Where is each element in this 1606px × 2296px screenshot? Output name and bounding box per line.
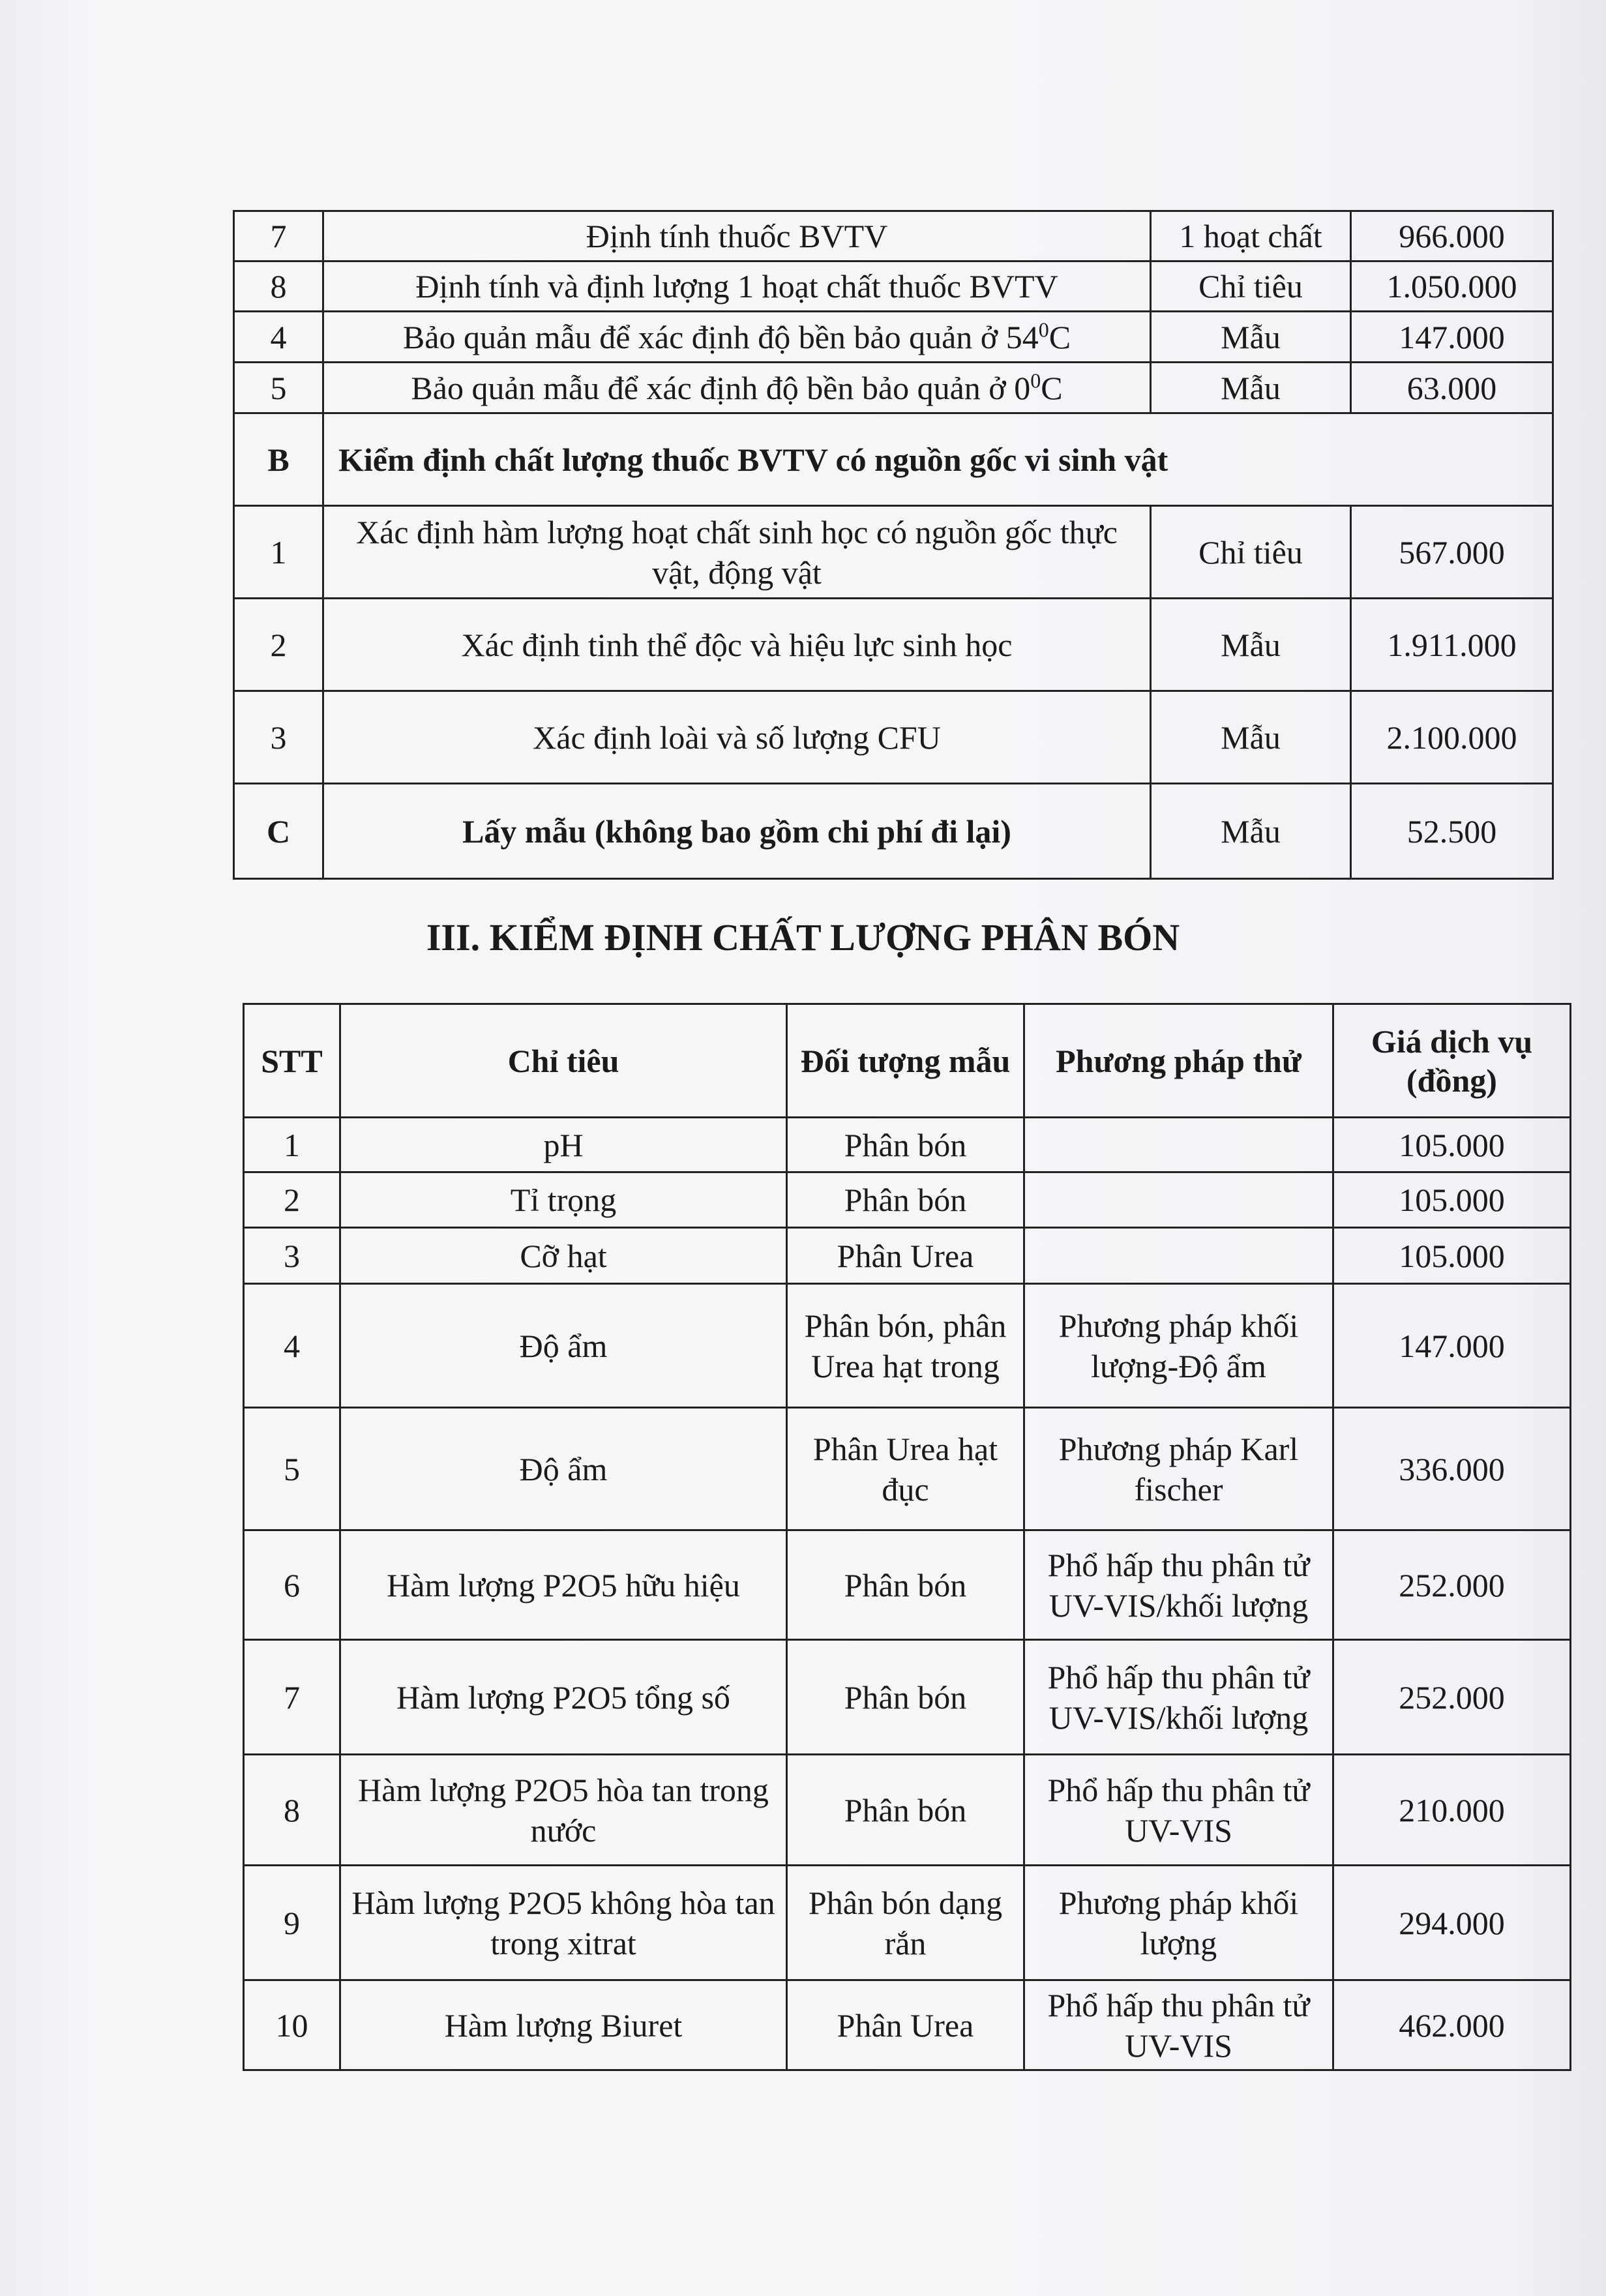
row-stt: 7 — [234, 211, 323, 261]
row-stt: 2 — [244, 1172, 340, 1228]
row-method: Phổ hấp thu phân tử UV-VIS — [1024, 1755, 1333, 1866]
row-indicator: Hàm lượng Biuret — [340, 1980, 787, 2070]
row-sample: Phân Urea — [787, 1980, 1024, 2070]
row-sample: Phân bón — [787, 1172, 1024, 1228]
degree-superscript: 0 — [1030, 368, 1041, 392]
section-code: B — [234, 413, 323, 506]
table-row — [244, 1980, 1571, 2070]
row-sample: Phân Urea — [787, 1228, 1024, 1284]
table-row — [234, 599, 1553, 691]
row-price: 105.000 — [1333, 1118, 1571, 1172]
row-method: Phương pháp Karl fischer — [1024, 1408, 1333, 1530]
content-unit: C — [1041, 369, 1063, 406]
table-row — [234, 312, 1553, 363]
row-price: 294.000 — [1333, 1866, 1571, 1980]
row-sample: Phân bón — [787, 1755, 1024, 1866]
row-stt: 2 — [234, 599, 323, 691]
row-method: Phổ hấp thu phân tử UV-VIS/khối lượng — [1024, 1640, 1333, 1755]
section-title: Kiểm định chất lượng thuốc BVTV có nguồn gốc vi sinh vật — [323, 413, 1553, 506]
row-price: 336.000 — [1333, 1408, 1571, 1530]
row-price: 52.500 — [1351, 784, 1553, 879]
table-row — [244, 1228, 1571, 1284]
row-indicator: Hàm lượng P2O5 hữu hiệu — [340, 1530, 787, 1640]
row-stt: 10 — [244, 1980, 340, 2070]
row-price: 210.000 — [1333, 1755, 1571, 1866]
row-sample: Phân bón — [787, 1640, 1024, 1755]
row-unit: Chỉ tiêu — [1151, 261, 1351, 312]
row-stt: 5 — [234, 363, 323, 413]
degree-superscript: 0 — [1038, 317, 1049, 341]
pesticide-price-table — [233, 210, 1554, 880]
table-row — [244, 1172, 1571, 1228]
row-price: 252.000 — [1333, 1640, 1571, 1755]
row-price: 147.000 — [1333, 1284, 1571, 1408]
row-content: Định tính và định lượng 1 hoạt chất thuốc BVTV — [323, 261, 1151, 312]
table-row — [244, 1408, 1571, 1530]
table-row — [234, 506, 1553, 599]
row-sample: Phân bón — [787, 1118, 1024, 1172]
table-header-row — [244, 1004, 1571, 1118]
row-price: 2.100.000 — [1351, 691, 1553, 784]
row-price: 966.000 — [1351, 211, 1553, 261]
row-content: Lấy mẫu (không bao gồm chi phí đi lại) — [323, 784, 1151, 879]
row-price: 147.000 — [1351, 312, 1553, 363]
row-indicator: pH — [340, 1118, 787, 1172]
row-method: Phổ hấp thu phân tử UV-VIS/khối lượng — [1024, 1530, 1333, 1640]
table-row — [234, 784, 1553, 879]
row-sample: Phân bón dạng rắn — [787, 1866, 1024, 1980]
row-stt: 9 — [244, 1866, 340, 1980]
fertilizer-price-table — [243, 1003, 1571, 2071]
row-indicator: Hàm lượng P2O5 không hòa tan trong xitrat — [340, 1866, 787, 1980]
row-price: 63.000 — [1351, 363, 1553, 413]
row-indicator: Tỉ trọng — [340, 1172, 787, 1228]
table-row — [234, 363, 1553, 413]
row-stt: 3 — [234, 691, 323, 784]
table-row — [244, 1118, 1571, 1172]
row-content: Định tính thuốc BVTV — [323, 211, 1151, 261]
row-indicator: Hàm lượng P2O5 hòa tan trong nước — [340, 1755, 787, 1866]
row-indicator: Độ ẩm — [340, 1408, 787, 1530]
row-stt: 4 — [234, 312, 323, 363]
row-price: 105.000 — [1333, 1228, 1571, 1284]
row-stt: 1 — [244, 1118, 340, 1172]
section-heading: III. KIỂM ĐỊNH CHẤT LƯỢNG PHÂN BÓN — [426, 916, 1180, 959]
row-stt: 3 — [244, 1228, 340, 1284]
row-stt: 7 — [244, 1640, 340, 1755]
table-row — [244, 1866, 1571, 1980]
row-indicator: Độ ẩm — [340, 1284, 787, 1408]
row-price: 462.000 — [1333, 1980, 1571, 2070]
row-content — [323, 312, 1151, 363]
row-unit: Mẫu — [1151, 691, 1351, 784]
row-unit: Mẫu — [1151, 599, 1351, 691]
row-indicator: Hàm lượng P2O5 tổng số — [340, 1640, 787, 1755]
row-method — [1024, 1228, 1333, 1284]
row-stt: 8 — [234, 261, 323, 312]
row-content — [323, 363, 1151, 413]
row-price: 1.911.000 — [1351, 599, 1553, 691]
header-method: Phương pháp thử — [1024, 1004, 1333, 1118]
row-price: 1.050.000 — [1351, 261, 1553, 312]
row-method: Phổ hấp thu phân tử UV-VIS — [1024, 1980, 1333, 2070]
table-row — [234, 691, 1553, 784]
section-row — [234, 413, 1553, 506]
row-method — [1024, 1172, 1333, 1228]
row-stt: C — [234, 784, 323, 879]
row-sample: Phân bón, phân Urea hạt trong — [787, 1284, 1024, 1408]
header-stt: STT — [244, 1004, 340, 1118]
content-text: Bảo quản mẫu để xác định độ bền bảo quản ở 54 — [402, 318, 1039, 355]
row-unit: Mẫu — [1151, 784, 1351, 879]
content-text: Bảo quản mẫu để xác định độ bền bảo quản ở 0 — [411, 369, 1031, 406]
row-unit: 1 hoạt chất — [1151, 211, 1351, 261]
header-price: Giá dịch vụ (đồng) — [1333, 1004, 1571, 1118]
row-sample: Phân Urea hạt đục — [787, 1408, 1024, 1530]
row-content: Xác định hàm lượng hoạt chất sinh học có nguồn gốc thực vật, động vật — [323, 506, 1151, 599]
row-sample: Phân bón — [787, 1530, 1024, 1640]
row-stt: 5 — [244, 1408, 340, 1530]
row-unit: Chỉ tiêu — [1151, 506, 1351, 599]
table-row — [244, 1284, 1571, 1408]
row-stt: 8 — [244, 1755, 340, 1866]
row-unit: Mẫu — [1151, 312, 1351, 363]
table-row — [234, 261, 1553, 312]
row-stt: 1 — [234, 506, 323, 599]
table-row — [244, 1755, 1571, 1866]
row-indicator: Cỡ hạt — [340, 1228, 787, 1284]
row-method: Phương pháp khối lượng — [1024, 1866, 1333, 1980]
header-indicator: Chỉ tiêu — [340, 1004, 787, 1118]
row-stt: 6 — [244, 1530, 340, 1640]
content-unit: C — [1048, 318, 1071, 355]
row-method — [1024, 1118, 1333, 1172]
header-sample: Đối tượng mẫu — [787, 1004, 1024, 1118]
row-price: 105.000 — [1333, 1172, 1571, 1228]
row-content: Xác định loài và số lượng CFU — [323, 691, 1151, 784]
row-stt: 4 — [244, 1284, 340, 1408]
row-method: Phương pháp khối lượng-Độ ẩm — [1024, 1284, 1333, 1408]
table-row — [244, 1530, 1571, 1640]
row-content: Xác định tinh thể độc và hiệu lực sinh học — [323, 599, 1151, 691]
row-price: 567.000 — [1351, 506, 1553, 599]
table-row — [234, 211, 1553, 261]
row-price: 252.000 — [1333, 1530, 1571, 1640]
row-unit: Mẫu — [1151, 363, 1351, 413]
table-row — [244, 1640, 1571, 1755]
